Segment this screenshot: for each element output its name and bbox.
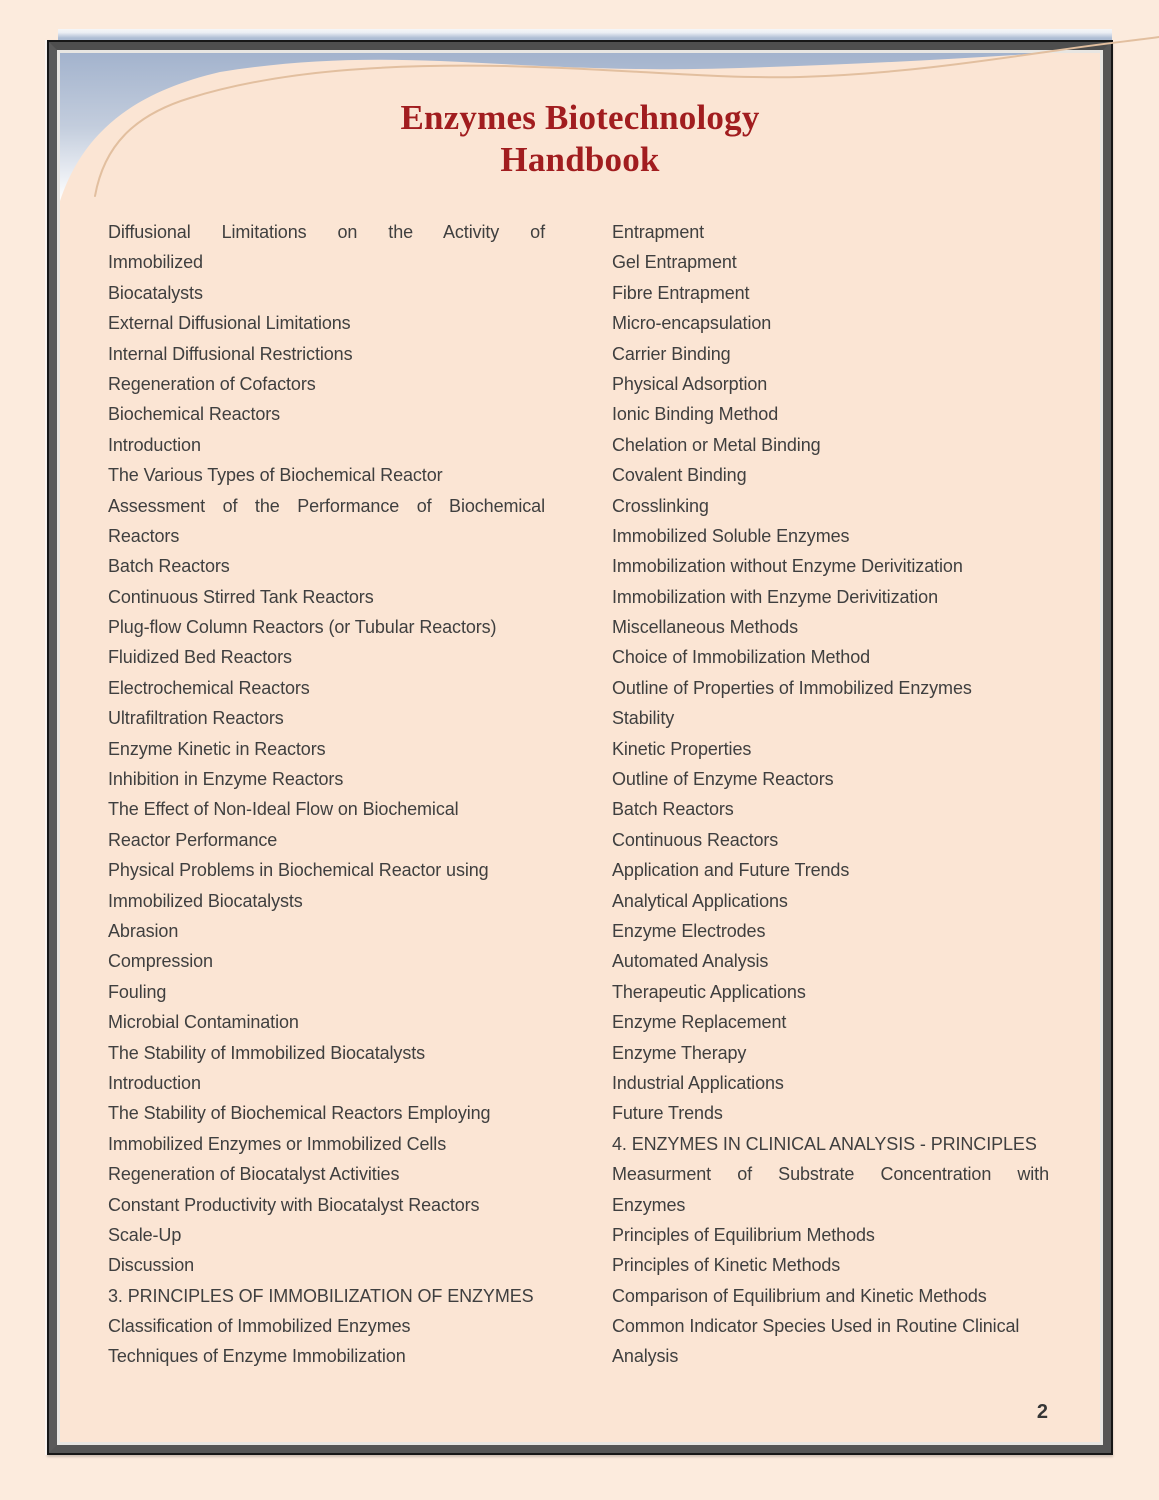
toc-line: Common Indicator Species Used in Routine Clinical — [612, 1316, 1020, 1337]
toc-line: Immobilization without Enzyme Derivitization — [612, 556, 963, 577]
toc-line: Enzyme Electrodes — [612, 920, 766, 941]
toc-line: Micro-encapsulation — [612, 313, 772, 334]
toc-line: Outline of Properties of Immobilized Enzymes — [612, 677, 972, 698]
toc-line: Immobilization with Enzyme Derivitization — [612, 586, 939, 607]
toc-line: Microbial Contamination — [108, 1012, 299, 1033]
toc-column-right — [612, 217, 1049, 1372]
toc-line: Continuous Reactors — [612, 829, 779, 850]
toc-line: Fouling — [108, 981, 167, 1002]
toc-line: Comparison of Equilibrium and Kinetic Methods — [612, 1285, 987, 1306]
toc-line: Physical Problems in Biochemical Reactor using — [108, 860, 489, 881]
toc-line: Enzyme Therapy — [612, 1042, 747, 1063]
toc-line: Miscellaneous Methods — [612, 617, 798, 638]
toc-line: Analysis — [612, 1346, 679, 1367]
toc-line: 4. ENZYMES IN CLINICAL ANALYSIS - PRINCIPLES — [612, 1133, 1037, 1154]
toc-line: Introduction — [108, 1072, 201, 1093]
toc-line: Industrial Applications — [612, 1072, 784, 1093]
toc-line: Compression — [108, 951, 213, 972]
toc-line: Principles of Equilibrium Methods — [612, 1224, 875, 1245]
toc-line: Ultrafiltration Reactors — [108, 708, 284, 729]
toc-line: Ionic Binding Method — [612, 404, 779, 425]
toc-line: The Stability of Biochemical Reactors Employing — [108, 1103, 491, 1124]
toc-line: Plug-flow Column Reactors (or Tubular Reactors) — [108, 617, 497, 638]
toc-line: The Stability of Immobilized Biocatalysts — [108, 1042, 426, 1063]
toc-line: Constant Productivity with Biocatalyst Reactors — [108, 1194, 480, 1215]
toc-line: Reactors — [108, 525, 180, 546]
page-title — [60, 97, 1100, 181]
toc-line: Principles of Kinetic Methods — [612, 1255, 841, 1276]
page-title-line1: Enzymes Biotechnology — [400, 98, 760, 137]
toc-line: External Diffusional Limitations — [108, 313, 351, 334]
toc-line: Biocatalysts — [108, 282, 203, 303]
toc-line: The Effect of Non-Ideal Flow on Biochemical — [108, 799, 459, 820]
toc-line: Immobilized Biocatalysts — [108, 890, 303, 911]
toc-line: Gel Entrapment — [612, 252, 737, 273]
toc-line: Regeneration of Biocatalyst Activities — [108, 1164, 400, 1185]
toc-line: Regeneration of Cofactors — [108, 373, 316, 394]
toc-line: Enzymes — [612, 1194, 686, 1215]
toc-line: Techniques of Enzyme Immobilization — [108, 1346, 406, 1367]
toc-line: Immobilized Soluble Enzymes — [612, 525, 850, 546]
toc-line: Fibre Entrapment — [612, 282, 750, 303]
toc-line: Diffusional Limitations on the Activity of — [108, 222, 545, 242]
toc-line: Inhibition in Enzyme Reactors — [108, 769, 344, 790]
toc-line: Discussion — [108, 1255, 195, 1276]
toc-line: Stability — [612, 708, 675, 729]
slide-frame-band — [49, 42, 1111, 1453]
toc-line: Immobilized Enzymes or Immobilized Cells — [108, 1133, 447, 1154]
toc-line: Scale-Up — [108, 1224, 182, 1245]
toc-line: Future Trends — [612, 1103, 723, 1124]
page-title-line2: Handbook — [500, 140, 660, 179]
toc-line: Fluidized Bed Reactors — [108, 647, 292, 668]
toc-line: Physical Adsorption — [612, 373, 768, 394]
toc-line: Continuous Stirred Tank Reactors — [108, 586, 374, 607]
toc-line: Immobilized — [108, 252, 203, 273]
toc-columns — [60, 217, 1100, 1372]
toc-line: Classification of Immobilized Enzymes — [108, 1316, 411, 1337]
toc-line: Covalent Binding — [612, 465, 747, 486]
toc-line: Application and Future Trends — [612, 860, 850, 881]
toc-line: Analytical Applications — [612, 890, 788, 911]
toc-line: Internal Diffusional Restrictions — [108, 343, 353, 364]
toc-line: The Various Types of Biochemical Reactor — [108, 465, 443, 486]
toc-line: Batch Reactors — [108, 556, 230, 577]
toc-line: Outline of Enzyme Reactors — [612, 769, 834, 790]
toc-line: Electrochemical Reactors — [108, 677, 310, 698]
toc-line: Choice of Immobilization Method — [612, 647, 871, 668]
toc-line: 3. PRINCIPLES OF IMMOBILIZATION OF ENZYMES — [108, 1285, 534, 1306]
toc-line: Introduction — [108, 434, 201, 455]
toc-line: Enzyme Replacement — [612, 1012, 787, 1033]
toc-column-left — [108, 217, 545, 1372]
toc-line: Chelation or Metal Binding — [612, 434, 821, 455]
toc-line: Carrier Binding — [612, 343, 731, 364]
toc-line: Therapeutic Applications — [612, 981, 806, 1002]
toc-line: Biochemical Reactors — [108, 404, 281, 425]
toc-line: Enzyme Kinetic in Reactors — [108, 738, 326, 759]
toc-line: Measurment of Substrate Concentration with — [612, 1164, 1049, 1185]
slide-frame — [47, 40, 1113, 1455]
slide-content — [57, 50, 1103, 1445]
toc-line: Abrasion — [108, 920, 179, 941]
toc-line: Assessment of the Performance of Biochemical — [108, 495, 545, 516]
toc-line: Entrapment — [612, 222, 705, 242]
toc-line: Batch Reactors — [612, 799, 734, 820]
toc-line: Kinetic Properties — [612, 738, 752, 759]
toc-line: Crosslinking — [612, 495, 709, 516]
toc-line: Reactor Performance — [108, 829, 278, 850]
page-number: 2 — [1036, 1401, 1048, 1423]
toc-line: Automated Analysis — [612, 951, 769, 972]
